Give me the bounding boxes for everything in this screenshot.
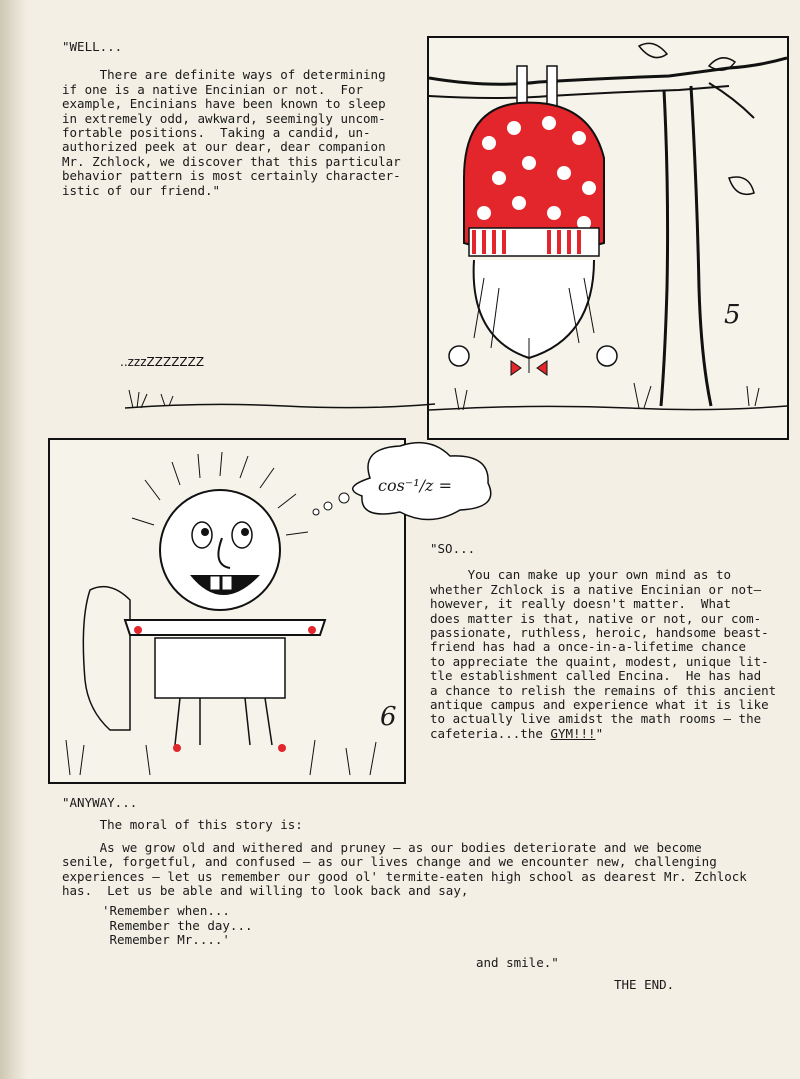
so-line: however, it really doesn't matter. What (430, 596, 732, 612)
remember-line: 'Remember when... (102, 903, 230, 919)
section-well (62, 40, 401, 198)
ground-line (125, 386, 435, 420)
anyway-line: has. Let us be able and willing to look back and say, (62, 883, 469, 899)
hanging-creature-illustration (429, 38, 787, 438)
anyway-line: senile, forgetful, and confused — as our lives change and we encounter new, challenging (62, 854, 717, 870)
well-line: istic of our friend." (62, 182, 221, 198)
well-line: behavior pattern is most certainly character- (62, 168, 401, 184)
moral-line: The moral of this story is: (62, 817, 303, 833)
so-last-prefix: cafeteria...the (430, 725, 551, 741)
thought-bubble (300, 438, 500, 532)
well-line: in extremely odd, awkward, seemingly uncom- (62, 110, 386, 126)
section-anyway (62, 796, 747, 948)
the-end: THE END. (614, 977, 675, 992)
so-heading: "SO... (430, 541, 476, 556)
so-line: You can make up your own mind as to (430, 567, 732, 583)
section-so (430, 542, 776, 741)
snore-zzz-drawing (120, 262, 420, 372)
well-line: There are definite ways of determining (62, 67, 386, 83)
panel-5-number: 5 (724, 300, 741, 330)
anyway-line: As we grow old and withered and pruney — as our bodies deteriorate and we become (62, 839, 702, 855)
smile-line: and smile." (476, 955, 559, 970)
so-line: tle establishment called Encina. He has had (430, 668, 762, 684)
page-binding-shadow (0, 0, 28, 1079)
snore-zzz (120, 262, 420, 376)
remember-block (62, 904, 747, 947)
so-line: a chance to relish the remains of this ancient (430, 682, 777, 698)
thought-equation: cos⁻¹/z = (378, 476, 452, 495)
well-line: if one is a native Encinian or not. For (62, 81, 364, 97)
snore-zzz-text: ..zzzZZZZZZZ (120, 355, 205, 369)
so-last-suffix: " (595, 725, 604, 741)
so-line: to actually live amidst the math rooms — the (430, 711, 762, 727)
comic-panel-5 (427, 36, 789, 440)
so-line: to appreciate the quaint, modest, unique lit- (430, 653, 769, 669)
well-line: Mr. Zchlock, we discover that this particular (62, 153, 401, 169)
ground-grass-illustration (125, 386, 435, 416)
well-line: fortable positions. Taking a candid, un- (62, 125, 371, 141)
anyway-heading: "ANYWAY... (62, 795, 138, 810)
well-line: authorized peek at our dear, dear companion (62, 139, 386, 155)
gym-text: GYM!!! (550, 725, 596, 741)
remember-line: Remember Mr....' (102, 932, 230, 948)
panel-6-number: 6 (380, 702, 397, 732)
so-line: does matter is that, native or not, our com- (430, 610, 762, 626)
so-line: antique campus and experience what it is like (430, 697, 769, 713)
so-line: whether Zchlock is a native Encinian or not— (430, 581, 762, 597)
remember-line: Remember the day... (102, 917, 253, 933)
anyway-line: experiences — let us remember our good ol' termite-eaten high school as dearest Mr. Zchlock (62, 868, 747, 884)
well-line: example, Encinians have been known to sleep (62, 96, 386, 112)
so-line: passionate, ruthless, heroic, handsome beast- (430, 625, 769, 641)
well-heading: "WELL... (62, 39, 123, 54)
so-last-line (430, 727, 776, 741)
so-line: friend has had a once-in-a-lifetime chance (430, 639, 747, 655)
